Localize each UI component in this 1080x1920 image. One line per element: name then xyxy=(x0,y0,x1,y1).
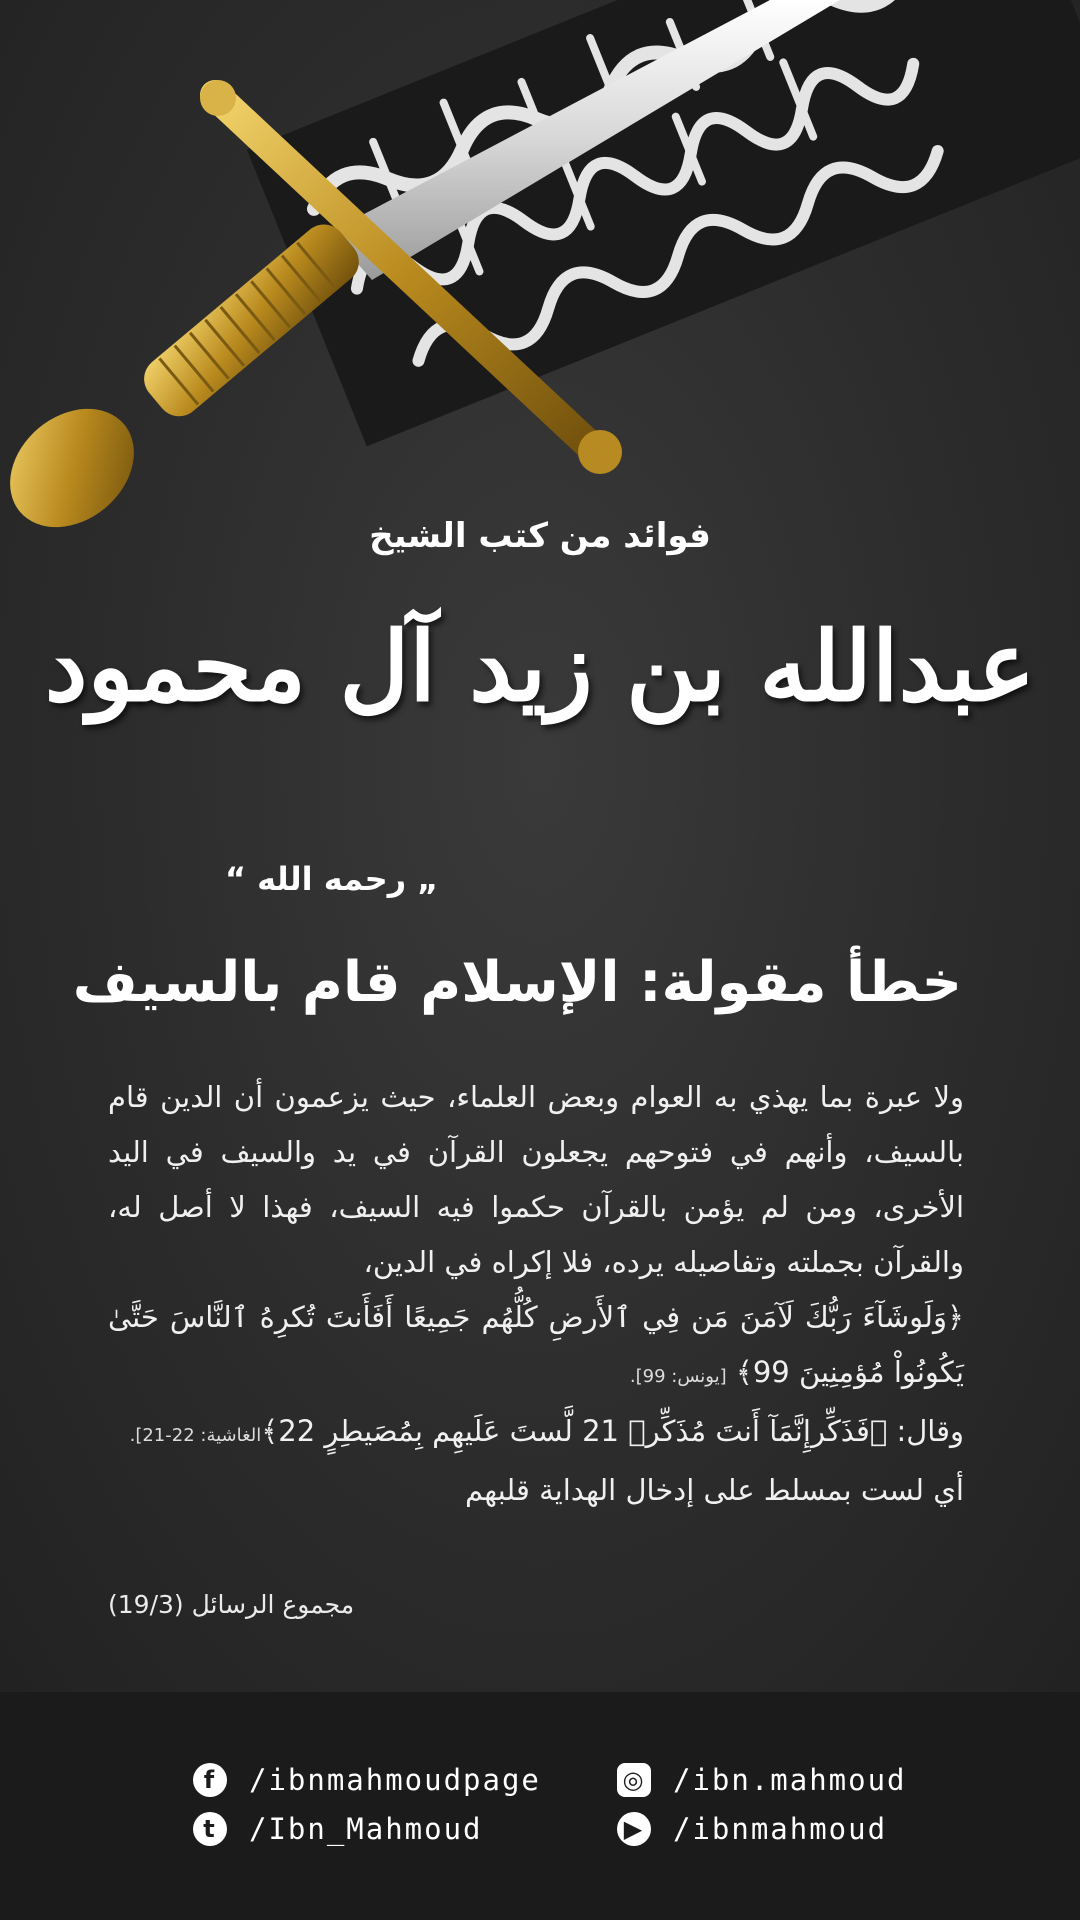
author-name-calligraphy: عبدالله بن زيد آل محمود xyxy=(44,610,1036,723)
sword-banner-illustration xyxy=(0,0,1080,540)
social-link-facebook[interactable] xyxy=(193,1763,541,1797)
youtube-handle[interactable]: /ibnmahmoud xyxy=(673,1812,888,1846)
honorific: „ رحمه الله “ xyxy=(225,860,439,898)
instagram-icon: ◎ xyxy=(617,1763,651,1797)
body-paragraph: ولا عبرة بما يهذي به العوام وبعض العلماء، حيث يزعمون أن الدين قام بالسيف، وأنهم في فتوحهم يجعلون القرآن في يد والسيف في اليد الأخرى، ومن لم يؤمن بالقرآن حكموا فيه السيف، فهذا لا أصل له، والقرآن بجملته وتفاصيله يرده، فلا إكراه في الدين، xyxy=(108,1080,964,1279)
twitter-icon: t xyxy=(193,1812,227,1846)
verse-2-reference: الغاشية: 22-21]. xyxy=(129,1425,262,1446)
twitter-handle[interactable]: /Ibn_Mahmoud xyxy=(249,1812,483,1846)
social-footer xyxy=(0,1692,1080,1920)
facebook-icon: f xyxy=(193,1763,227,1797)
verse-2: ﴿فَذَكِّرإِنَّمَآ أَنتَ مُذَكِّرٞ 21 لَّستَ عَلَيهِم بِمُصَيطِرٍ 22﴾ xyxy=(261,1414,888,1448)
article-headline: خطأ مقولة: الإسلام قام بالسيف xyxy=(72,950,962,1015)
social-link-instagram[interactable] xyxy=(617,1763,907,1797)
verse-1-reference: [يونس: 99]. xyxy=(629,1366,727,1387)
series-subtitle: فوائد من كتب الشيخ xyxy=(369,516,711,556)
closing-line: أي لست بمسلط على إدخال الهداية قلبهم xyxy=(464,1473,964,1507)
source-citation: مجموع الرسائل (19/3) xyxy=(108,1590,355,1619)
verse-2-intro: وقال: xyxy=(887,1414,964,1448)
verse-1: ﴿وَلَوشَآءَ رَبُّكَ لَآمَنَ مَن فِي ٱلأَرضِ كُلُّهُم جَمِيعًا أَفَأَنتَ تُكرِهُ ٱلنَّاسَ حَتَّىٰ يَكُونُواْ مُؤمِنِينَ 99﴾ xyxy=(108,1300,964,1389)
social-link-twitter[interactable] xyxy=(193,1812,483,1846)
verse-quote xyxy=(108,1290,964,1404)
social-link-youtube[interactable] xyxy=(617,1812,887,1846)
instagram-handle[interactable]: /ibn.mahmoud xyxy=(673,1763,907,1797)
youtube-icon: ▶ xyxy=(617,1812,651,1846)
verse-quote-2 xyxy=(108,1404,964,1463)
facebook-handle[interactable]: /ibnmahmoudpage xyxy=(249,1763,541,1797)
article-body xyxy=(108,1070,964,1518)
